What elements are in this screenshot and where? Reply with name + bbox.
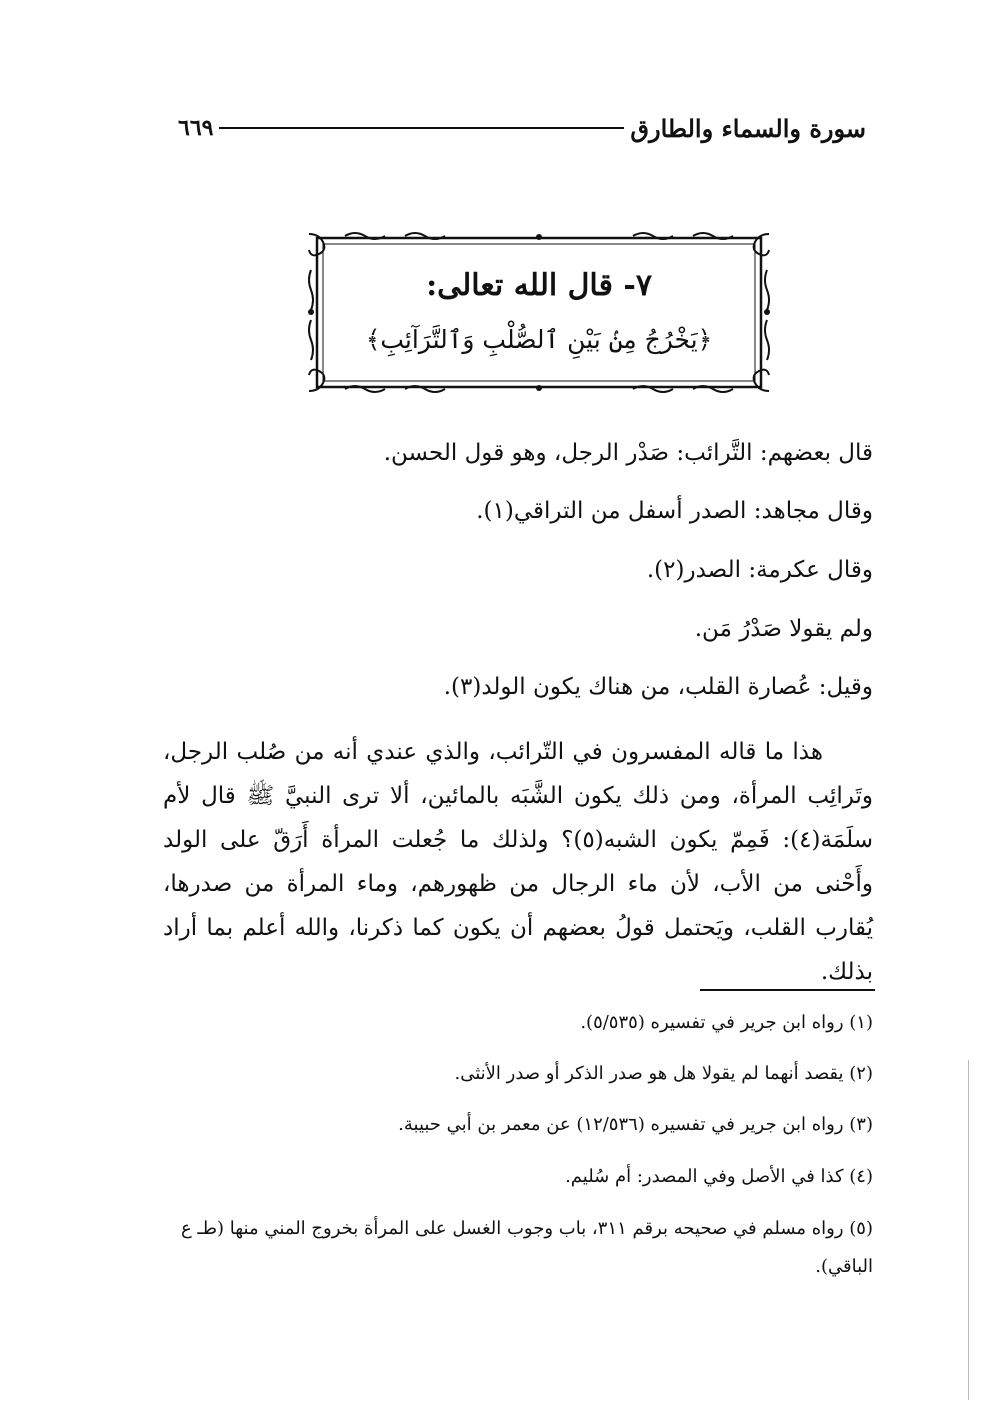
text-line: وقيل: عُصارة القلب، من هناك يكون الولد(٣). [443, 674, 873, 700]
quran-verse: ﴿يَخْرُجُ مِنۢ بَيْنِ ٱلصُّلْبِ وَٱلتَّرَآئِبِ﴾ [365, 325, 713, 354]
footnote: (٤) كذا في الأصل وفي المصدر: أم سُليم. [565, 1166, 873, 1187]
body-paragraph: هذا ما قاله المفسرون في التّرائب، والذي عندي أنه من صُلب الرجل، وتَرائِب المرأة، ومن ذلك يكون الشَّبَه بالمائين، ألا ترى النبيَّ ﷺ قال لأم سلَمَة(٤): فَمِمّ يكون الشبه(٥)؟ ولذلك ما جُعلت المرأة أَرَقّ على الولد وأَحْنى من الأب، لأن ماء الرجال من ظهورهم، وماء المرأة من صدرها، يُقارب القلب، ويَحتمل قولُ بعضهم أن يكون كما ذكرنا، والله أعلم بما أراد بذلك. [163, 739, 873, 985]
page-number: ٦٦٩ [178, 115, 214, 141]
ornamental-frame [305, 230, 773, 395]
header-rule [219, 127, 624, 129]
text-line: وقال مجاهد: الصدر أسفل من التراقي(١). [476, 498, 873, 524]
footnote: (٥) رواه مسلم في صحيحه برقم ٣١١، باب وجوب الغسل على المرأة بخروج المني منها (طـ ع الباقي). [180, 1218, 873, 1277]
section-heading: ٧- قال الله تعالى: [426, 268, 652, 303]
text-line: ولم يقولا صَدْرُ مَن. [694, 616, 873, 642]
text-line: وقال عكرمة: الصدر(٢). [646, 557, 873, 583]
text-line: قال بعضهم: التَّرائب: صَدْر الرجل، وهو قول الحسن. [383, 440, 873, 466]
footnote: (١) رواه ابن جرير في تفسيره (٥/٥٣٥). [580, 1012, 873, 1033]
running-title: سورة والسماء والطارق [630, 113, 866, 143]
main-text [163, 440, 873, 985]
footnote: (٢) يقصد أنهما لم يقولا هل هو صدر الذكر أو صدر الأنثى. [454, 1063, 873, 1084]
page-header [178, 108, 866, 148]
scan-edge-line [968, 1060, 969, 1400]
footnote-rule [700, 989, 875, 991]
ornamental-border-icon [305, 230, 773, 395]
footnote: (٣) رواه ابن جرير في تفسيره (١٢/٥٣٦) عن معمر بن أبي حبيبة. [398, 1114, 873, 1135]
